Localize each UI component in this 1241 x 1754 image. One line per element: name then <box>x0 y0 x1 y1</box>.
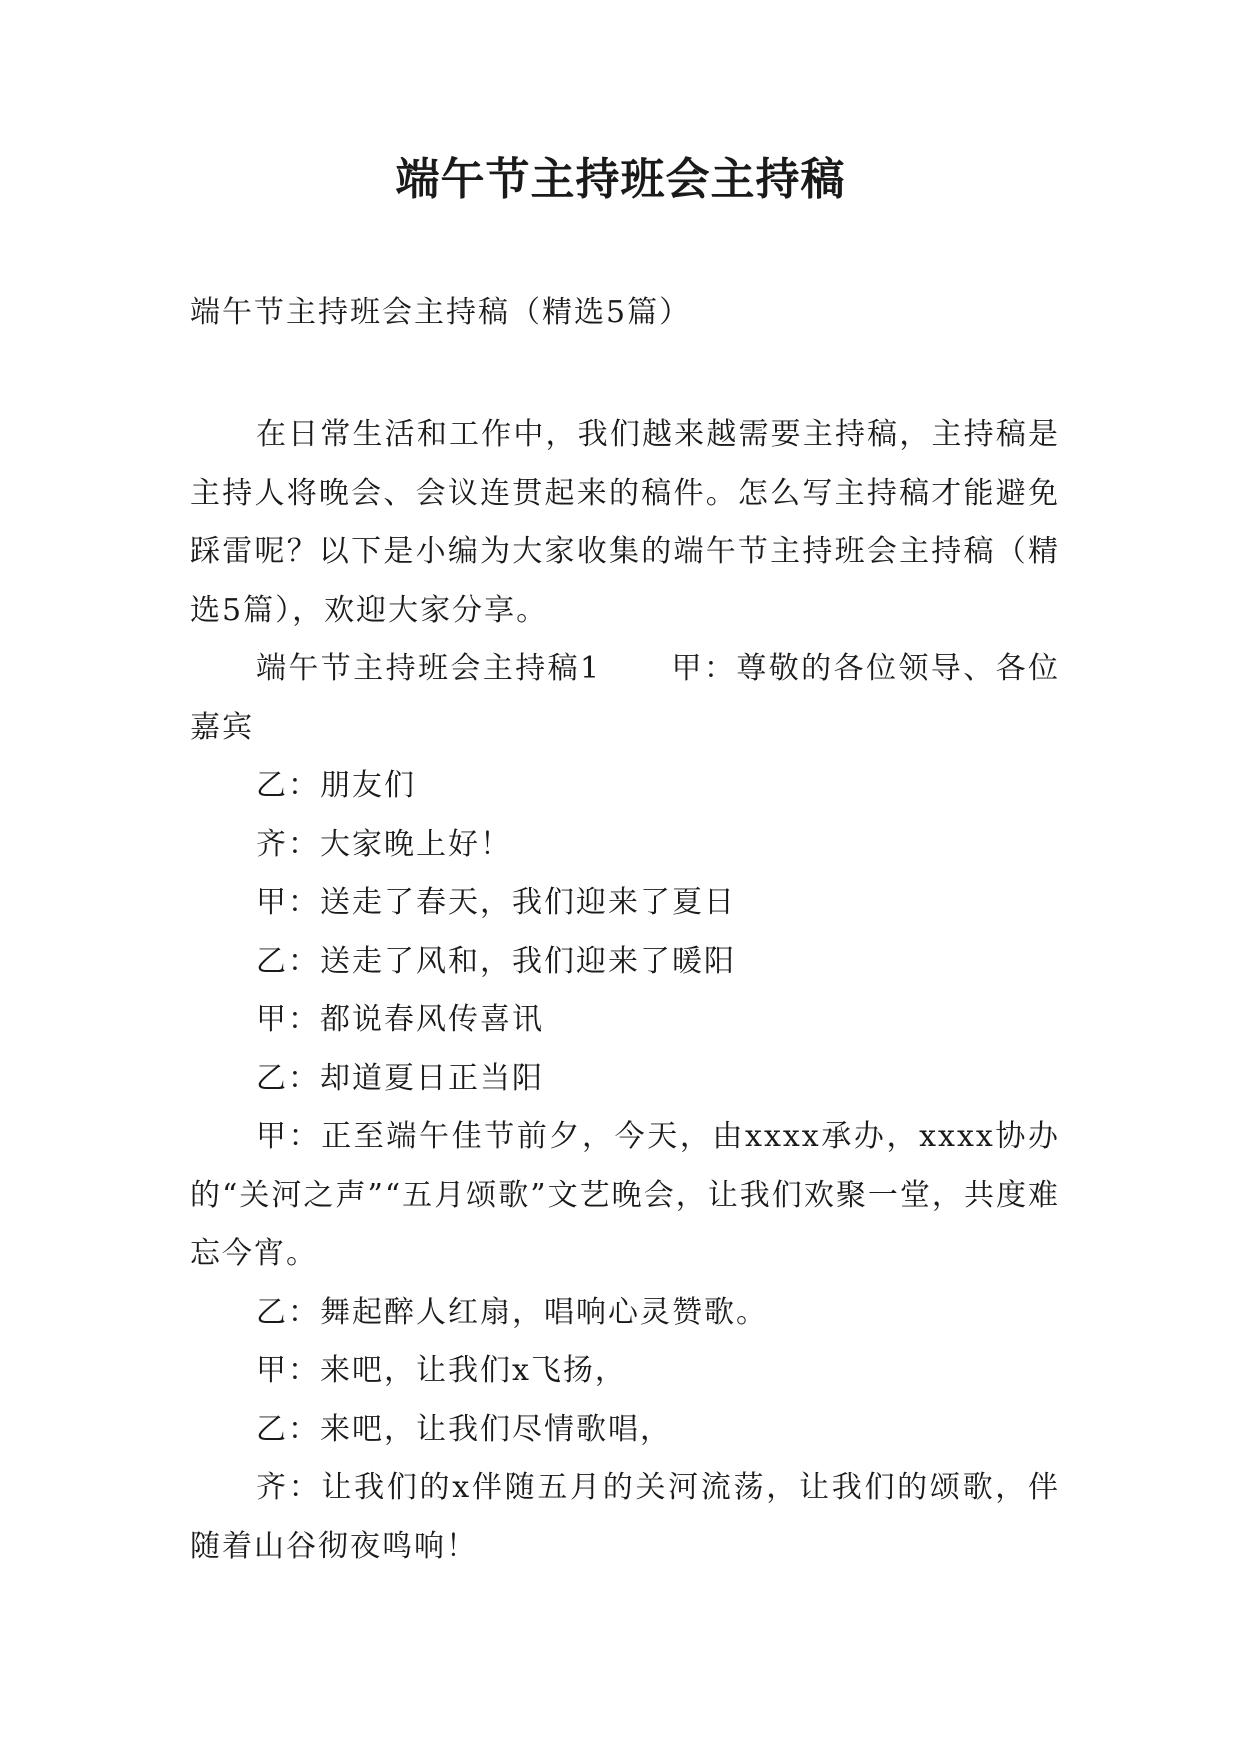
dialogue-line: 乙：送走了风和，我们迎来了暖阳 <box>256 943 736 979</box>
dialogue-line: 甲：送走了春天，我们迎来了夏日 <box>256 885 736 920</box>
dialogue-line: 乙：来吧，让我们尽情歌唱， <box>256 1411 672 1447</box>
section-1-opening <box>190 640 1060 757</box>
dialogue-line: 齐：让我们的x伴随五月的关河流荡，让我们的颂歌，伴随着山谷彻夜鸣响！ <box>190 1470 1060 1564</box>
document-subtitle: 端午节主持班会主持稿（精选5篇） <box>190 295 692 330</box>
intro-paragraph: 在日常生活和工作中，我们越来越需要主持稿，主持稿是主持人将晚会、会议连贯起来的稿件。怎么写主持稿才能避免踩雷呢？以下是小编为大家收集的端午节主持班会主持稿（精选5篇），欢迎大家分享。 <box>190 417 1060 628</box>
dialogue-line: 乙：却道夏日正当阳 <box>256 1060 544 1096</box>
dialogue-line: 甲：都说春风传喜讯 <box>256 1002 544 1037</box>
dialogue-line: 甲：正至端午佳节前夕，今天，由xxxx承办，xxxx协办的“关河之声”“五月颂歌”文艺晚会，让我们欢聚一堂，共度难忘今宵。 <box>190 1119 1060 1271</box>
document-body <box>190 406 1060 1576</box>
dialogue-line: 甲：来吧，让我们x飞扬， <box>256 1353 627 1388</box>
section-1-heading: 端午节主持班会主持稿1 <box>256 651 602 686</box>
dialogue-line: 乙：朋友们 <box>256 768 416 803</box>
dialogue-line: 齐：大家晚上好！ <box>256 826 512 862</box>
dialogue-line: 甲：尊敬的各位领导、各位嘉宾 <box>190 651 1060 745</box>
document-title: 端午节主持班会主持稿 <box>395 154 846 205</box>
dialogue-line: 乙：舞起醉人红扇，唱响心灵赞歌。 <box>256 1294 768 1330</box>
